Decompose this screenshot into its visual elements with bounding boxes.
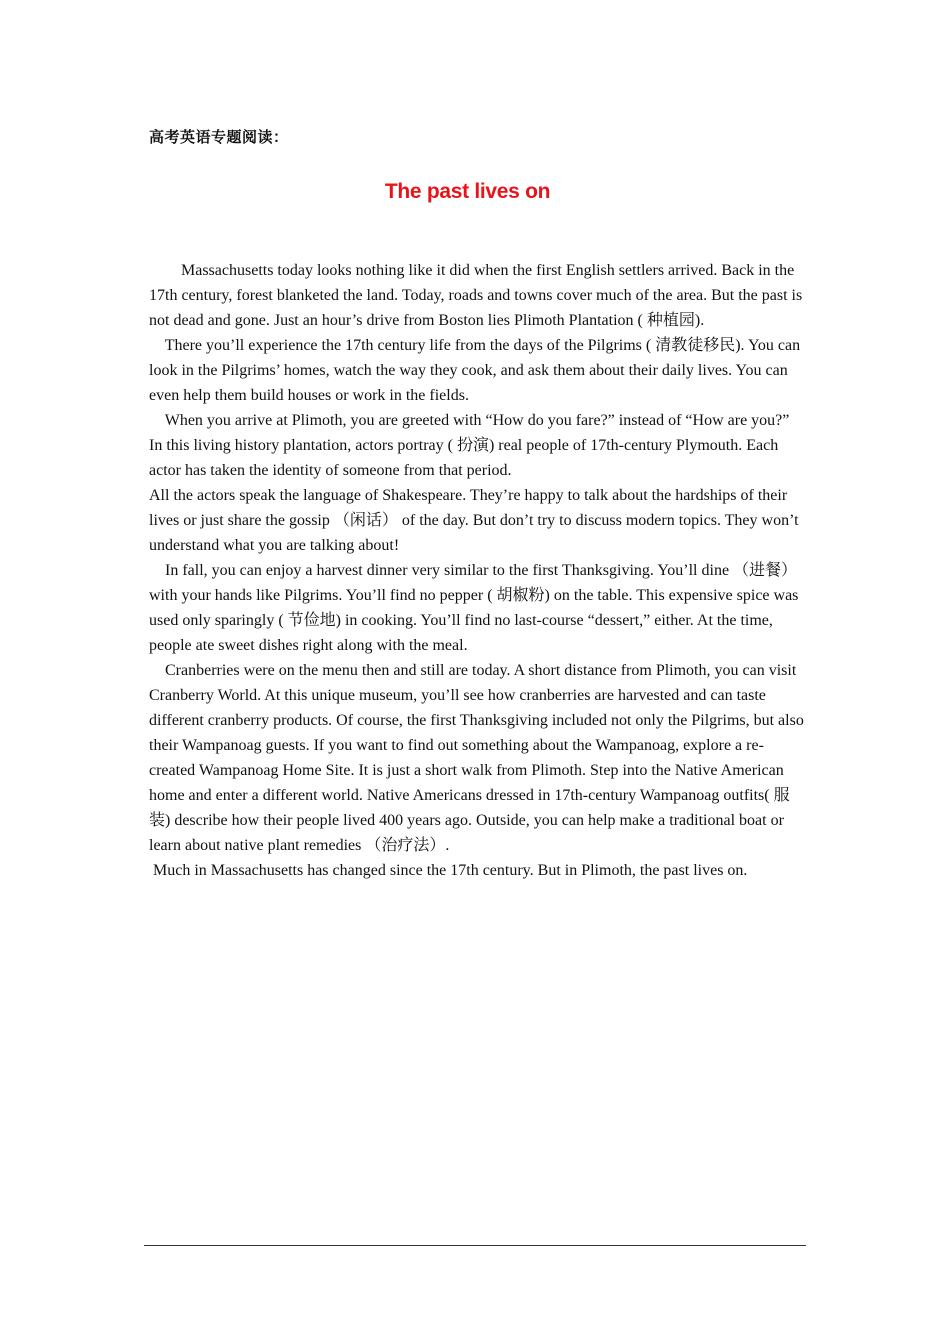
paragraph-indent [149,562,165,579]
paragraph-text: Massachusetts today looks nothing like it did when the first English settlers arrived. Back in the 17th century, forest blanketed the land. Today, roads and towns cover much of the area. But the past is not dead and gone. Just an hour’s drive from Boston lies Plimoth Plantation ( 种植园). [149,262,803,329]
article-body [149,258,804,883]
paragraph-7 [149,858,804,883]
paragraph-indent [149,337,165,354]
document-header-label: 高考英语专题阅读： [149,128,289,146]
paragraph-text: In fall, you can enjoy a harvest dinner very similar to the first Thanksgiving. You’ll dine （进餐） with your hands like Pilgrims. You’ll find no pepper ( 胡椒粉) on the table. This expensive spice was used only sparingly ( 节俭地) in cooking. You’ll find no last-course “dessert,” either. At the time, people ate sweet dishes right along with the meal. [149,562,799,654]
paragraph-text: All the actors speak the language of Shakespeare. They’re happy to talk about the hardships of their lives or just share the gossip （闲话） of the day. But don’t try to discuss modern topics. They won’t understand what you are talking about! [149,487,799,554]
paragraph-text: Much in Massachusetts has changed since the 17th century. But in Plimoth, the past lives on. [153,862,748,879]
article-title: The past lives on [384,180,551,203]
paragraph-4 [149,483,804,558]
paragraph-1 [149,258,804,333]
paragraph-text: Cranberries were on the menu then and still are today. A short distance from Plimoth, you can visit Cranberry World. At this unique museum, you’ll see how cranberries are harvested and can taste different cranberry products. Of course, the first Thanksgiving included not only the Pilgrims, but also their Wampanoag guests. If you want to find out something about the Wampanoag, explore a re-created Wampanoag Home Site. It is just a short walk from Plimoth. Step into the Native American home and enter a different world. Native Americans dressed in 17th-century Wampanoag outfits( 服装) describe how their people lived 400 years ago. Outside, you can help make a traditional boat or learn about native plant remedies （治疗法）. [149,662,804,854]
paragraph-6 [149,658,804,858]
paragraph-2 [149,333,804,408]
paragraph-indent [149,412,165,429]
paragraph-3 [149,408,804,483]
paragraph-text: There you’ll experience the 17th century life from the days of the Pilgrims ( 清教徒移民). You can look in the Pilgrims’ homes, watch the way they cook, and ask them about their daily lives. You can even help them build houses or work in the fields. [149,337,801,404]
paragraph-indent [149,662,165,679]
footer-divider [144,1245,806,1246]
paragraph-indent [149,262,181,279]
paragraph-5 [149,558,804,658]
paragraph-text: When you arrive at Plimoth, you are greeted with “How do you fare?” instead of “How are you?” In this living history plantation, actors portray ( 扮演) real people of 17th-century Plymouth. Each actor has taken the identity of someone from that period. [149,412,790,479]
